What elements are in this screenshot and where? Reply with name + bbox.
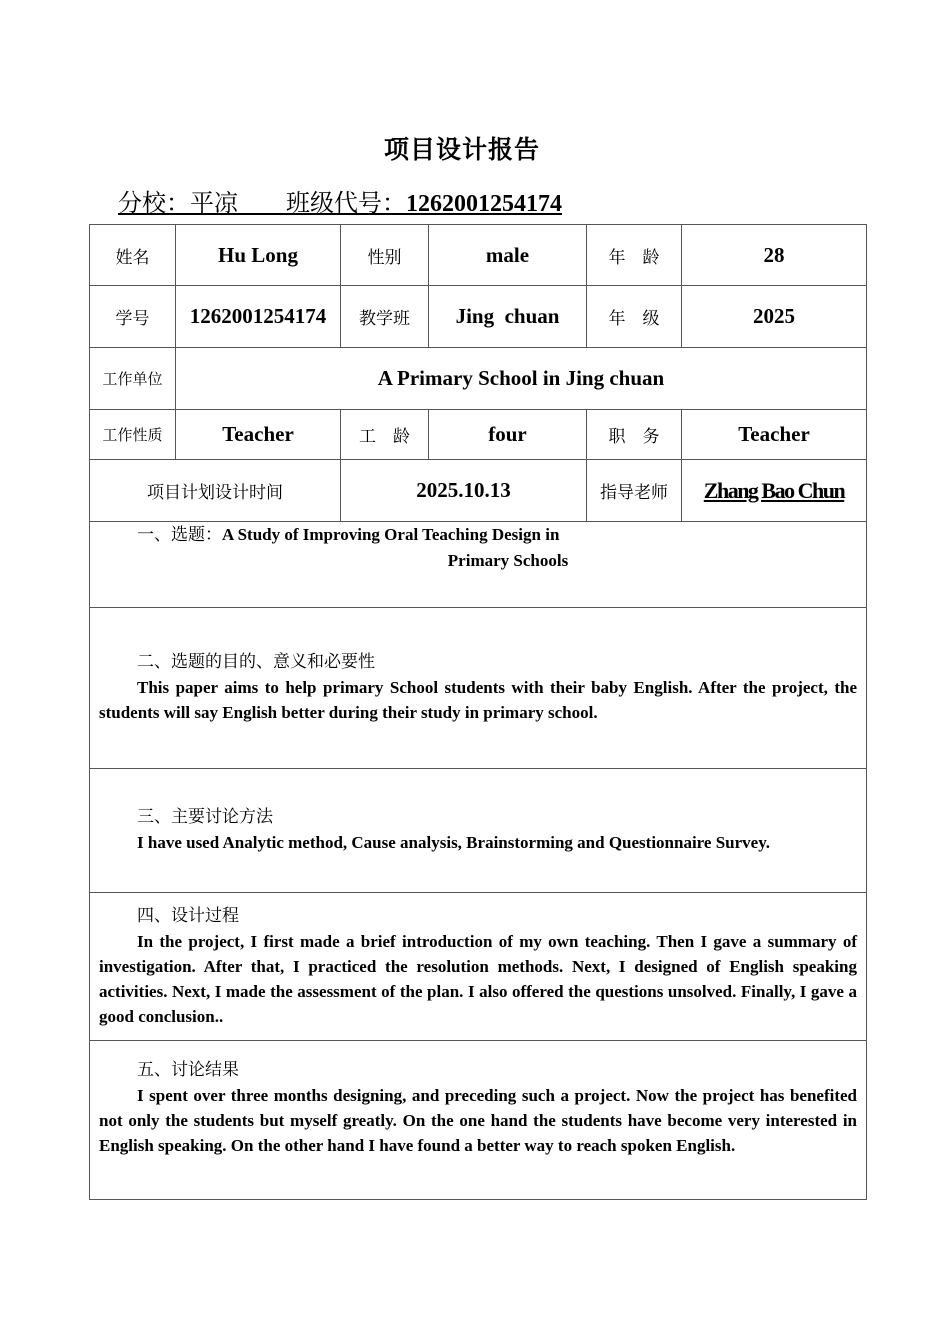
- name-value: Hu Long: [176, 225, 341, 286]
- result-body: I spent over three months designing, and preceding such a project. Now the project has benefited not only the students but myself greatly. On the one hand the students have become very interested in English speaking. On the other hand I have found a better way to reach spoken English.: [99, 1086, 857, 1155]
- row-process: [90, 893, 867, 1041]
- student-id-label: 学号: [90, 286, 176, 348]
- age-value: 28: [682, 225, 867, 286]
- seniority-label: 工 龄: [341, 410, 429, 460]
- teaching-class-value: Jing chuan: [429, 286, 587, 348]
- section-method: [90, 769, 867, 893]
- row-work-nature: [90, 410, 867, 460]
- advisor-signature: Zhang Bao Chun: [682, 460, 867, 522]
- seniority-value: four: [429, 410, 587, 460]
- result-heading: 五、讨论结果: [137, 1060, 239, 1080]
- topic-heading: 一、选题：: [137, 525, 222, 545]
- row-method: [90, 769, 867, 893]
- topic-title-line1: A Study of Improving Oral Teaching Design in: [222, 525, 560, 544]
- method-heading: 三、主要讨论方法: [137, 807, 273, 827]
- work-nature-value: Teacher: [176, 410, 341, 460]
- gender-label: 性别: [341, 225, 429, 286]
- plan-time-label: 项目计划设计时间: [90, 460, 341, 522]
- section-result: [90, 1041, 867, 1200]
- section-purpose: [90, 608, 867, 769]
- document-title: 项目设计报告: [383, 135, 540, 164]
- purpose-heading: 二、选题的目的、意义和必要性: [137, 652, 375, 672]
- workplace-value: A Primary School in Jing chuan: [176, 348, 867, 410]
- advisor-label: 指导老师: [587, 460, 682, 522]
- purpose-body: This paper aims to help primary School students with their baby English. After the project, the students will say English better during their study in primary school.: [99, 678, 857, 722]
- process-body: In the project, I first made a brief introduction of my own teaching. Then I gave a summary of investigation. After that, I practiced the resolution methods. Next, I designed of English speaking activities. Next, I made the assessment of the plan. I also offered the questions unsolved. Finally, I gave a good conclusion..: [99, 932, 857, 1026]
- row-name: [90, 225, 867, 286]
- header-line: [118, 183, 562, 218]
- row-topic: [90, 522, 867, 608]
- age-label: 年 龄: [587, 225, 682, 286]
- report-form-table: [89, 224, 867, 1200]
- branch-value: 平凉: [190, 189, 238, 217]
- grade-label: 年 级: [587, 286, 682, 348]
- position-label: 职 务: [587, 410, 682, 460]
- process-heading: 四、设计过程: [137, 906, 239, 926]
- section-topic: [90, 522, 867, 608]
- topic-title-line2: Primary Schools: [447, 551, 569, 570]
- position-value: Teacher: [682, 410, 867, 460]
- row-workplace: [90, 348, 867, 410]
- class-code-value: 1262001254174: [406, 191, 562, 217]
- branch-label: 分校：: [118, 189, 190, 217]
- row-purpose: [90, 608, 867, 769]
- class-code-label: 班级代号：: [286, 189, 406, 217]
- workplace-label: 工作单位: [90, 348, 176, 410]
- row-result: [90, 1041, 867, 1200]
- row-plan-time: [90, 460, 867, 522]
- grade-value: 2025: [682, 286, 867, 348]
- work-nature-label: 工作性质: [90, 410, 176, 460]
- row-student-id: [90, 286, 867, 348]
- gender-value: male: [429, 225, 587, 286]
- teaching-class-label: 教学班: [341, 286, 429, 348]
- plan-time-value: 2025.10.13: [341, 460, 587, 522]
- name-label: 姓名: [90, 225, 176, 286]
- student-id-value: 1262001254174: [176, 286, 341, 348]
- method-body: I have used Analytic method, Cause analysis, Brainstorming and Questionnaire Survey.: [137, 833, 771, 852]
- section-process: [90, 893, 867, 1041]
